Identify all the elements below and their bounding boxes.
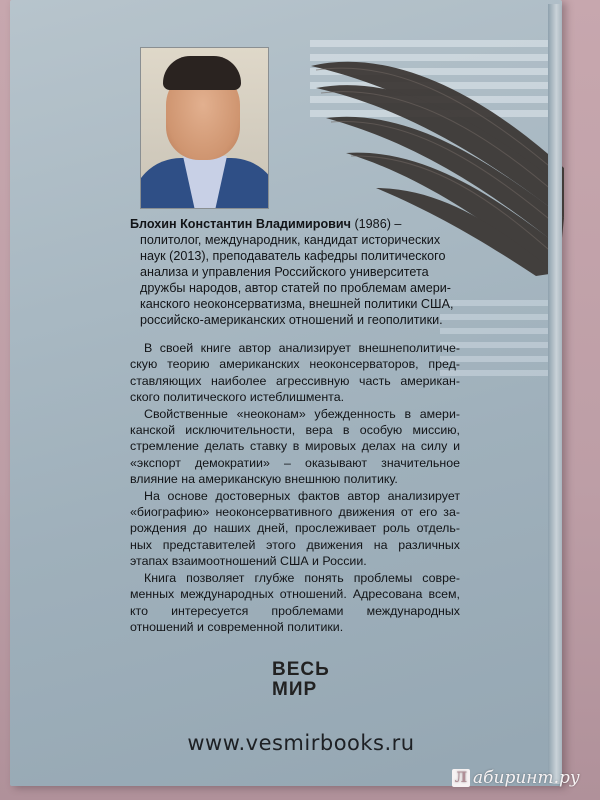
logo-line-1: ВЕСЬ: [272, 659, 330, 680]
author-name: Блохин Константин Владимирович: [130, 217, 351, 231]
annotation-paragraph: Книга позволяет глубже понять проблемы совре-менных международных отношений. Адресована всем, кто интересуется проблемами международных отношений и современной политики.: [130, 570, 460, 634]
author-bio-line: политолог, международник, кандидат исторических: [140, 233, 441, 247]
book-back-cover: [10, 0, 562, 786]
labirint-watermark: [452, 768, 598, 794]
author-bio-line: анализа и управления Российского университета: [140, 265, 429, 279]
book-spine-edge: [548, 4, 562, 784]
author-bio-line: наук (2013), преподаватель кафедры политического: [140, 249, 446, 263]
author-bio-line: российско-американских отношений и геополитики.: [140, 313, 443, 327]
author-bio-line: дружбы народов, автор статей по проблемам амери-: [140, 281, 451, 295]
annotation-paragraph: Свойственные «неоконам» убежденность в амери-канской исключительности, вера в особую миссию, стремление делать ставку в мировых делах на силу и «экспорт демократии» – оказывают значительное влияние на американскую внешнюю политику.: [130, 406, 460, 487]
author-bio-line: канского неоконсерватизма, внешней политики США,: [140, 297, 454, 311]
author-photo: [141, 48, 268, 208]
author-bio-line: (1986) –: [354, 217, 402, 231]
logo-line-2: МИР: [272, 679, 318, 700]
annotation-paragraph: На основе достоверных фактов автор анализирует «биографию» неоконсервативного движения от его за-рождения до наших дней, прослеживает роль отдель-ных представителей этого движения на различных этапах взаимоотношений США и России.: [130, 488, 460, 569]
labirint-logo-icon: Л: [452, 769, 470, 787]
publisher-url: www.vesmirbooks.ru: [187, 731, 415, 755]
annotation-paragraph: В своей книге автор анализирует внешнеполитиче-скую теорию американских неоконсерваторов, пред-ставляющих наиболее агрессивную часть американ-ского политического истеблишмента.: [130, 341, 460, 405]
book-annotation: [130, 340, 460, 635]
publisher-logo: [272, 660, 342, 706]
author-bio: [130, 216, 460, 328]
watermark-text: абиринт.ру: [473, 768, 580, 788]
